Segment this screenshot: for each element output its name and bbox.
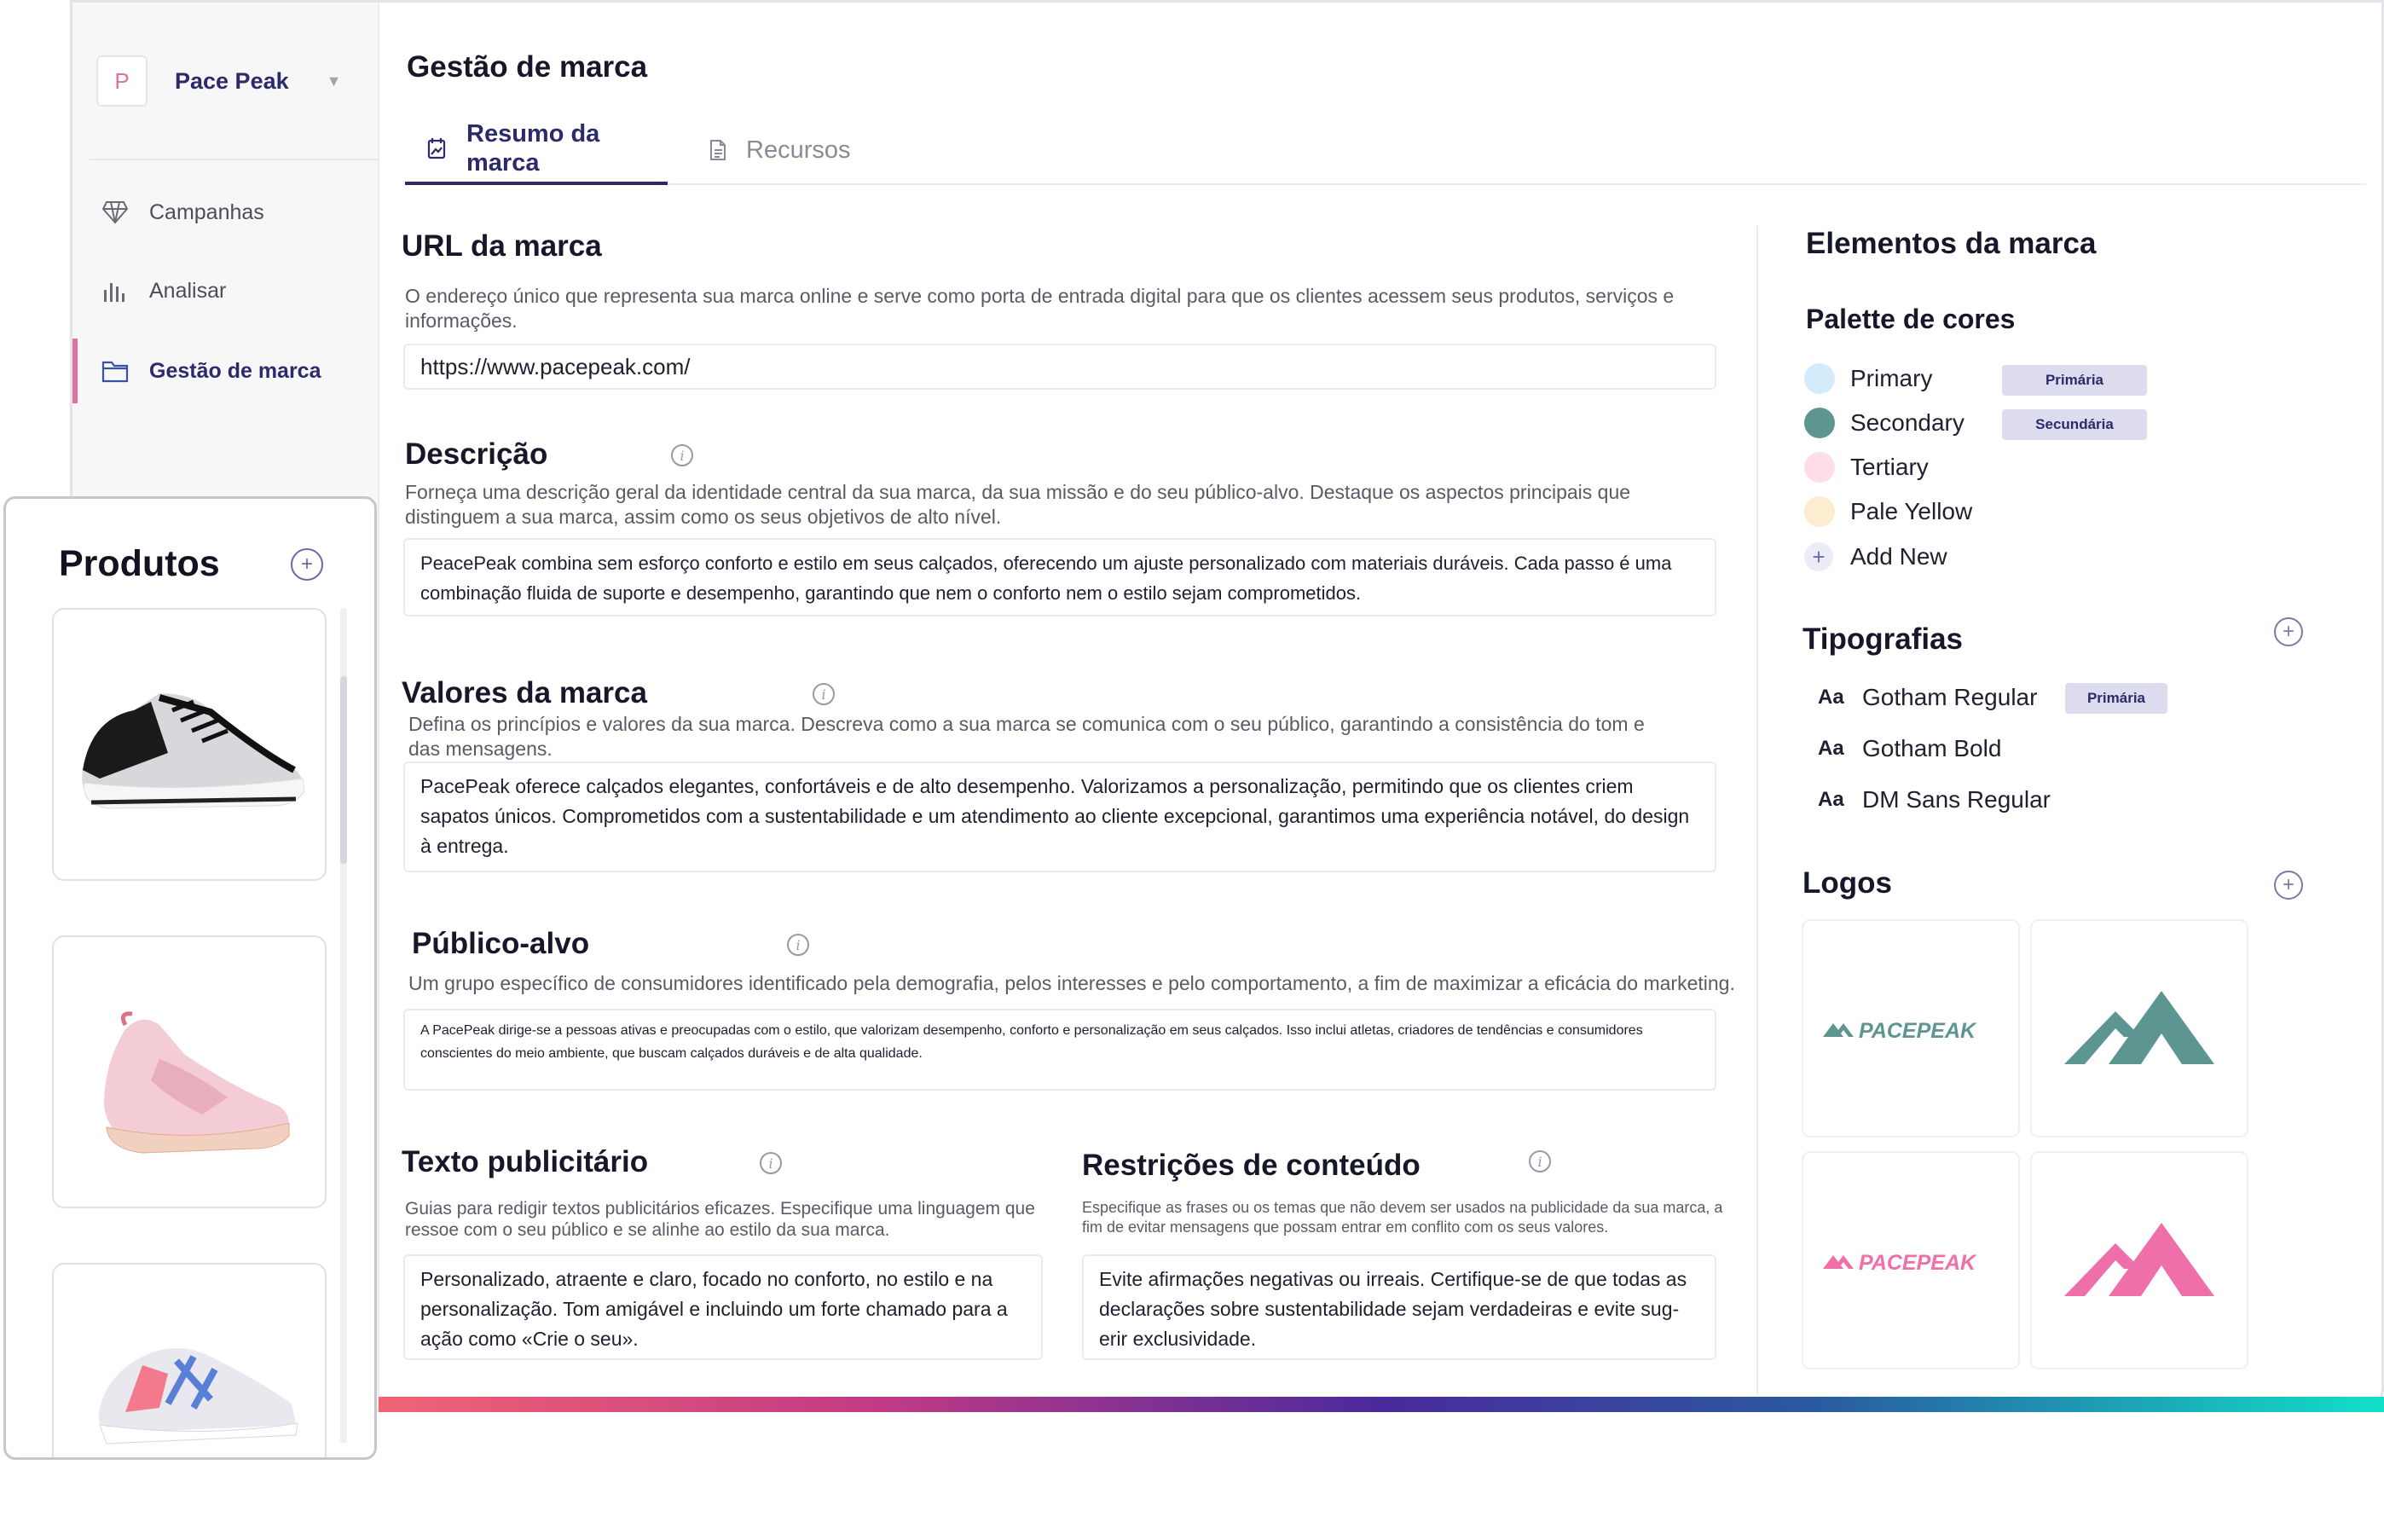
restrictions-help: Especifique as frases ou os temas que não devem ser usados na publicidade da sua marca, a fim de evitar mensagens que possam entrar em conflito com os seus valores. <box>1082 1199 1723 1236</box>
sneaker-image <box>66 659 313 830</box>
add-typography-button[interactable]: + <box>2274 617 2303 646</box>
info-icon[interactable]: i <box>1529 1150 1551 1172</box>
font-sample: Aa <box>1818 788 1844 811</box>
brand-name: Pace Peak <box>175 67 289 94</box>
info-icon[interactable]: i <box>760 1152 782 1174</box>
restrictions-title: Restrições de conteúdo <box>1082 1149 1421 1182</box>
mountain-logo-icon <box>2063 986 2216 1071</box>
restrictions-textarea[interactable]: Evite afirmações negativas ou irreais. Certifique-se de que todas as declarações sobre sustentabilidade sejam verdadeiras e evite sug-erir exclusividade. <box>1082 1254 1716 1360</box>
sneaker-image <box>66 978 313 1166</box>
primary-badge: Primária <box>2002 365 2147 396</box>
color-name: Secondary <box>1850 409 1964 436</box>
font-name: Gotham Regular <box>1862 684 2038 710</box>
plus-icon: + <box>1804 542 1833 571</box>
audience-textarea[interactable]: A PacePeak dirige-se a pessoas ativas e preocupadas com o estilo, que valorizam desempenho, conforto e personalização em seus calçados. Isso inclui atletas, criadores de tendências e consumidores conscientes do meio ambiente, que buscam calçados duráveis e de alta qualidade. <box>403 1009 1716 1091</box>
url-title: URL da marca <box>402 229 602 263</box>
color-swatch <box>1804 496 1835 527</box>
color-primary[interactable] <box>1804 360 1932 397</box>
sidebar-item-label: Campanhas <box>149 200 264 224</box>
tab-resumo-da-marca[interactable] <box>405 115 668 185</box>
color-swatch <box>1804 363 1835 394</box>
values-textarea[interactable]: PacePeak oferece calçados elegantes, confortáveis e de alto desempenho. Valorizamos a personalização, permitindo que os clientes criem sapatos únicos. Comprometidos com a sustentabilidade e um atendimento ao cliente excepcional, garantimos uma experiência notável, do design à entrega. <box>403 761 1716 872</box>
font-dm-sans-regular[interactable] <box>1818 781 2051 819</box>
copy-title: Texto publicitário <box>402 1145 649 1178</box>
logo-wordmark-teal[interactable] <box>1802 919 2020 1138</box>
color-pale-yellow[interactable] <box>1804 493 1972 530</box>
scrollbar-thumb[interactable] <box>340 676 347 864</box>
logo-wordmark-text: PACEPEAK <box>1859 1251 1976 1275</box>
tab-label: Resumo da marca <box>466 120 600 177</box>
product-card[interactable] <box>52 1263 327 1460</box>
add-new-label: Add New <box>1850 543 1947 570</box>
font-name: DM Sans Regular <box>1862 786 2051 813</box>
brand-elements-title: Elementos da marca <box>1806 227 2097 260</box>
logo-wordmark-pink[interactable] <box>1802 1151 2020 1369</box>
sidebar-item-campanhas[interactable] <box>72 180 378 245</box>
audience-help: Um grupo específico de consumidores identificado pela demografia, pelos interesses e pelo comportamento, a fim de maximizar a eficácia do marketing. <box>408 972 1735 994</box>
typography-title: Tipografias <box>1802 622 1964 656</box>
tab-bar <box>405 115 2366 185</box>
sidebar-divider <box>90 159 378 160</box>
sidebar-item-label: Gestão de marca <box>149 358 321 383</box>
font-gotham-bold[interactable] <box>1818 730 2001 767</box>
color-swatch <box>1804 452 1835 483</box>
info-icon[interactable]: i <box>813 683 835 705</box>
product-card[interactable] <box>52 608 327 881</box>
panel-divider <box>1756 226 1758 1394</box>
add-product-button[interactable]: + <box>291 548 323 581</box>
add-color-button[interactable] <box>1804 538 1947 576</box>
logos-title: Logos <box>1802 866 1892 900</box>
description-textarea[interactable]: PeacePeak combina sem esforço conforto e estilo em seus calçados, oferecendo um ajuste personalizado com materiais duráveis. Cada passo é uma combinação fluida de suporte e desempenho, garantindo que nem o conforto nem o estilo sejam comprometidos. <box>403 538 1716 617</box>
brand-gradient-bar <box>379 1397 2384 1412</box>
product-card[interactable] <box>52 935 327 1208</box>
audience-title: Público-alvo <box>412 927 590 960</box>
palette-title: Palette de cores <box>1806 304 2016 334</box>
brand-summary-icon <box>424 136 449 161</box>
brand-switcher[interactable] <box>96 50 352 112</box>
description-help: Forneça uma descrição geral da identidade central da sua marca, da sua missão e do seu público-alvo. Destaque os aspectos principais que distinguem a sua marca, assim como os seus objetivos de alto nível. <box>405 481 1631 528</box>
font-sample: Aa <box>1818 686 1844 709</box>
color-swatch <box>1804 408 1835 438</box>
font-sample: Aa <box>1818 737 1844 760</box>
chevron-down-icon: ▼ <box>326 72 342 90</box>
copy-help: Guias para redigir textos publicitários eficazes. Especifique uma linguagem que ressoe com o seu público e se alinhe ao estilo da sua marca. <box>405 1199 1035 1240</box>
products-scrollbar[interactable] <box>340 608 347 1444</box>
logo-wordmark-image <box>1821 1011 2000 1045</box>
description-title: Descrição <box>405 437 548 471</box>
logo-symbol-pink[interactable] <box>2030 1151 2248 1369</box>
font-name: Gotham Bold <box>1862 735 2002 761</box>
info-icon[interactable]: i <box>787 934 809 956</box>
values-title: Valores da marca <box>402 676 647 709</box>
mountain-logo-icon <box>2063 1218 2216 1303</box>
copy-textarea[interactable]: Personalizado, atraente e claro, focado no conforto, no estilo e na personalização. Tom amigável e incluindo um forte chamado para a ação como «Crie o seu». <box>403 1254 1043 1360</box>
color-name: Tertiary <box>1850 454 1929 480</box>
folder-icon <box>100 356 130 386</box>
logo-symbol-teal[interactable] <box>2030 919 2248 1138</box>
diamond-icon <box>100 197 130 228</box>
products-title: Produtos <box>59 543 220 584</box>
add-logo-button[interactable]: + <box>2274 871 2303 900</box>
tab-recursos[interactable] <box>686 115 851 185</box>
info-icon[interactable]: i <box>671 444 693 466</box>
tab-label: Recursos <box>746 136 851 164</box>
brand-logo: P <box>96 55 148 107</box>
primary-font-badge: Primária <box>2065 683 2167 714</box>
font-gotham-regular[interactable] <box>1818 679 2037 716</box>
color-tertiary[interactable] <box>1804 449 1929 486</box>
color-name: Pale Yellow <box>1850 498 1973 524</box>
document-icon <box>705 137 731 163</box>
values-help: Defina os princípios e valores da sua marca. Descreva como a sua marca se comunica com o seu público, garantindo a consistência do tom e das mensagens. <box>408 713 1645 760</box>
sidebar-item-gestao-de-marca[interactable] <box>72 339 378 403</box>
sneaker-image <box>66 1288 313 1459</box>
page-title: Gestão de marca <box>407 50 648 84</box>
products-panel <box>3 496 377 1460</box>
logo-wordmark-image <box>1821 1243 2000 1277</box>
sidebar-item-analisar[interactable] <box>72 258 378 323</box>
color-secondary[interactable] <box>1804 404 1964 442</box>
sidebar-item-label: Analisar <box>149 278 227 303</box>
color-name: Primary <box>1850 365 1933 391</box>
bar-chart-icon <box>100 275 130 306</box>
secondary-badge: Secundária <box>2002 409 2147 440</box>
url-input[interactable]: https://www.pacepeak.com/ <box>403 344 1716 390</box>
logo-wordmark-text: PACEPEAK <box>1859 1019 1976 1043</box>
url-help: O endereço único que representa sua marca online e serve como porta de entrada digital para que os clientes acessem seus produtos, serviços e informações. <box>405 285 1675 332</box>
